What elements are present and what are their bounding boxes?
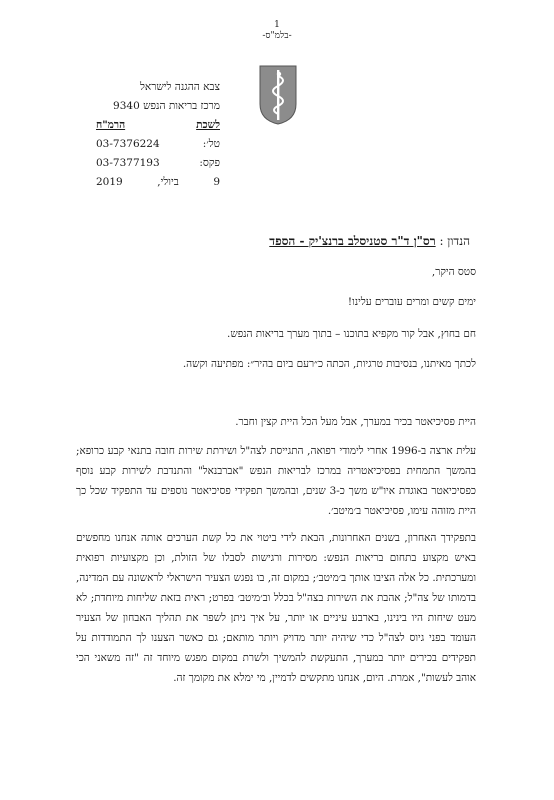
- medical-corps-emblem-icon: [258, 64, 298, 126]
- sender-block: [96, 78, 220, 192]
- unit-line-2: מרכז בריאות הנפש 9340: [113, 100, 220, 112]
- phone-row: [96, 135, 220, 154]
- date-month: ביולי,: [157, 176, 179, 188]
- greeting: סטס היקר,: [431, 266, 476, 278]
- fax-row: [96, 154, 220, 173]
- subject-title: רס"ן ד"ר סטניסלב ברנצ'יק - הספד: [269, 234, 436, 248]
- office-label: לשכת: [196, 119, 220, 131]
- paragraph-3: לכתך מאיתנו, בנסיבות טרגיות, הכתה כ״רעם ביום בהיר״: מפתיעה וקשה.: [182, 358, 476, 370]
- phone-label: טל׳:: [202, 138, 220, 150]
- classification-mark: -בלמ"ס-: [262, 31, 292, 41]
- paragraph-2: חם בחוץ, אבל קור מקפיא בתוכנו – בתוך מערך בריאות הנפש.: [227, 328, 476, 340]
- page-number: 1: [274, 20, 280, 30]
- office-row: [96, 116, 220, 135]
- date-row: [96, 173, 220, 192]
- unit-line-1: צבא ההגנה לישראל: [139, 81, 220, 93]
- paragraph-5: עלית ארצה ב-1996 אחרי לימודי רפואה, התגייסת לצה"ל ושירתת שירות חובה בתנאי קבע כרופא; בהמשך התמחית בפסיכיאטריה במרכז לבריאות הנפש "אברבנאל" והתנדבת לשירות קבע נוסף כפסיכיאטר באוגדת איו"ש משך כ-3 שנים, ובהמשך תפקידי פסיכיאטר נוספים עד התפקיד שכל כך היית מזוהה עימו, פסיכיאטר ב׳מיטב׳.: [76, 445, 476, 517]
- paragraph-4: היית פסיכיאטר בכיר במערך, אבל מעל הכל היית קצין וחבר.: [235, 416, 476, 428]
- page-header: [0, 20, 554, 42]
- paragraph-6: בתפקידך האחרון, בשנים האחרונות, הבאת לידי ביטוי את כל קשת הערכים אותה אנחנו מחפשים באיש מקצוע בתחום בריאות הנפש: מסירות ורגישות לסבלו של הזולת, וכן מקצועיות רפואית ומערכתית. כל אלה הציבו אותך ב׳מיטב׳; במקום זה, בו נפגש הצעיר הישראלי לראשונה עם המדינה, בדמותו של צה"ל; אהבת את השירות בצה"ל בכלל וב׳מיטב׳ בפרט; ראית בזאת שליחות מיוחדת; לא מעט שיחות היו בינינו, בארבע עיניים או יותר, על איך ניתן לשפר את תהליך האבחון של הצעיר העומד בפני גיוס לצה"ל כדי שיהיה יותר מדויק ויותר מותאם; גם כאשר הצענו לך התמודדות על תפקידים בכירים יותר במערך, התעקשת להמשיך ולשרת במקום מפגש מיוחד זה "זה משאני הכי אוהב לעשות", אמרת. היום, אנחנו מתקשים לדמיין, מי ימלא את מקומך זה.: [76, 532, 476, 684]
- date-year: 2019: [96, 176, 123, 188]
- paragraph-1: ימים קשים ומרים עוברים עלינו!: [347, 296, 476, 308]
- subject-label: הנדון :: [439, 234, 470, 248]
- subject-line: [110, 234, 470, 249]
- date-day: 9: [213, 176, 220, 188]
- phone-value: 03-7376224: [96, 138, 160, 150]
- fax-value: 03-7377193: [96, 157, 160, 169]
- office-value: הרמ"ח: [96, 119, 126, 131]
- fax-label: פקס:: [199, 157, 220, 169]
